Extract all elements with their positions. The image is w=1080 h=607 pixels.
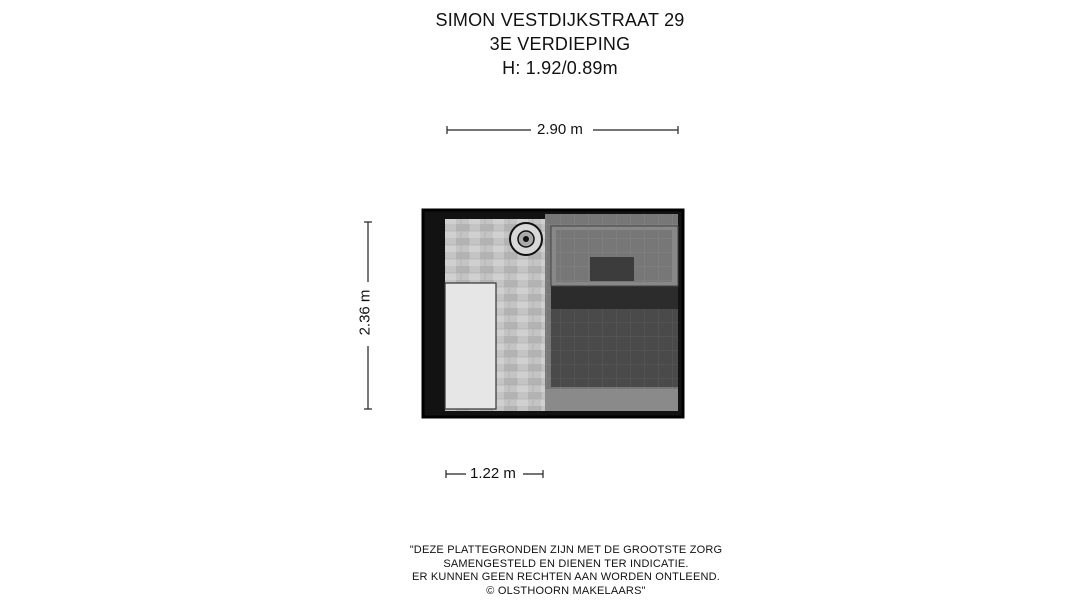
disclaimer-line-1: "DEZE PLATTEGRONDEN ZIJN MET DE GROOTSTE ZORG [409,544,723,556]
bed [551,226,678,387]
disclaimer-line-3: ER KUNNEN GEEN RECHTEN AAN WORDEN ONTLEEND. [411,571,721,583]
height-info: H: 1.92/0.89m [502,58,618,78]
address-title: SIMON VESTDIJKSTRAAT 29 [435,10,685,30]
floor-strip [545,389,678,411]
disclaimer-line-4: © OLSTHOORN MAKELAARS" [486,584,646,597]
width-bottom-label: 1.22 m [466,465,520,482]
disclaimer [0,544,1080,598]
cabinet [445,283,496,409]
height-left-label: 2.36 m [356,286,373,340]
pillow [590,257,634,281]
width-top-label: 2.90 m [533,121,587,138]
floor-title: 3E VERDIEPING [489,34,631,54]
round-object-icon [510,223,542,255]
disclaimer-line-2: SAMENGESTELD EN DIENEN TER INDICATIE. [443,557,689,570]
